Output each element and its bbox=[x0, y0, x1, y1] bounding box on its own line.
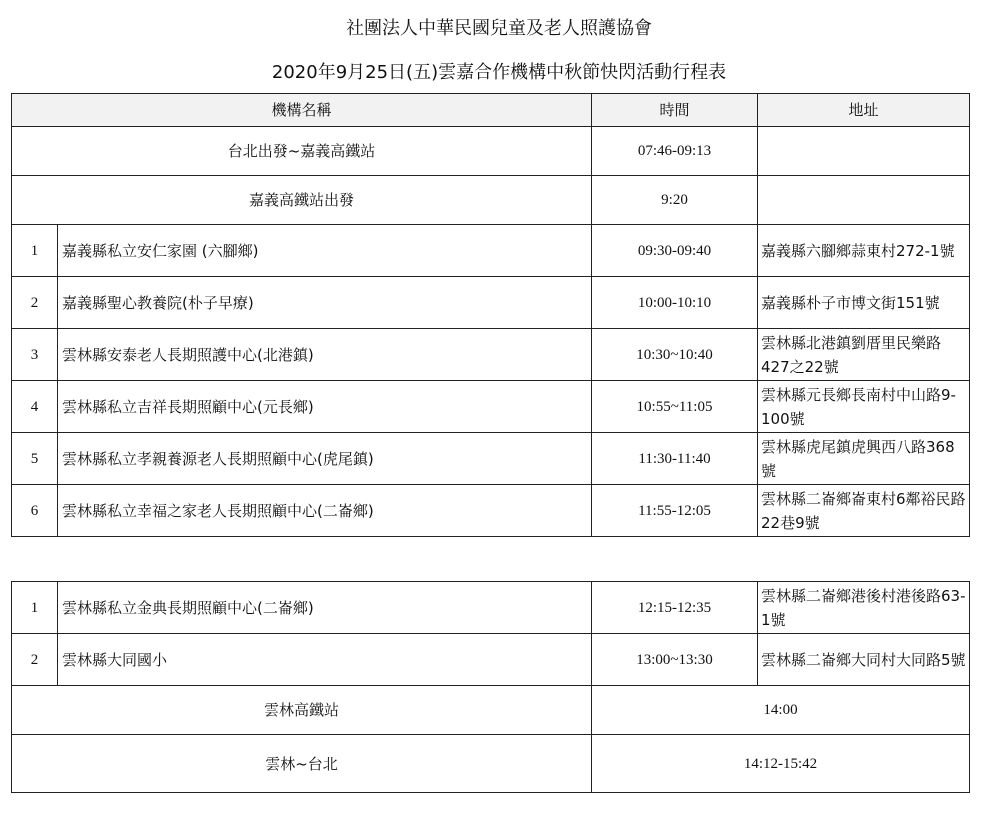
address-cell bbox=[758, 127, 970, 176]
organization-title: 社團法人中華民國兒童及老人照護協會 bbox=[346, 18, 652, 39]
table-row bbox=[12, 485, 970, 537]
table-row bbox=[12, 176, 970, 225]
header-name: 機構名稱 bbox=[12, 94, 592, 127]
row-number: 3 bbox=[12, 329, 58, 381]
header-address: 地址 bbox=[758, 94, 970, 127]
address-cell: 雲林縣元長鄉長南村中山路9-100號 bbox=[758, 381, 970, 433]
table-row bbox=[12, 735, 970, 793]
table-row bbox=[12, 686, 970, 735]
row-number: 5 bbox=[12, 433, 58, 485]
time-cell: 14:00 bbox=[592, 686, 970, 735]
address-cell bbox=[758, 176, 970, 225]
table-row bbox=[12, 381, 970, 433]
row-number: 1 bbox=[12, 582, 58, 634]
row-number: 2 bbox=[12, 634, 58, 686]
institution-name: 嘉義縣聖心教養院(朴子早療) bbox=[58, 277, 592, 329]
header-time: 時間 bbox=[592, 94, 758, 127]
institution-name: 雲林縣私立金典長期照顧中心(二崙鄉) bbox=[58, 582, 592, 634]
institution-name: 雲林縣安泰老人長期照護中心(北港鎮) bbox=[58, 329, 592, 381]
address-cell: 雲林縣二崙鄉大同村大同路5號 bbox=[758, 634, 970, 686]
time-cell: 12:15-12:35 bbox=[592, 582, 758, 634]
time-cell: 9:20 bbox=[592, 176, 758, 225]
time-cell: 11:30-11:40 bbox=[592, 433, 758, 485]
schedule-table-morning bbox=[11, 93, 970, 537]
time-cell: 13:00~13:30 bbox=[592, 634, 758, 686]
time-cell: 10:55~11:05 bbox=[592, 381, 758, 433]
institution-name: 雲林縣私立幸福之家老人長期照顧中心(二崙鄉) bbox=[58, 485, 592, 537]
address-cell: 嘉義縣朴子市博文街151號 bbox=[758, 277, 970, 329]
table-header-row bbox=[12, 94, 970, 127]
institution-name: 雲林縣大同國小 bbox=[58, 634, 592, 686]
time-cell: 10:00-10:10 bbox=[592, 277, 758, 329]
table-row bbox=[12, 329, 970, 381]
address-cell: 雲林縣北港鎮劉厝里民樂路427之22號 bbox=[758, 329, 970, 381]
table-row bbox=[12, 634, 970, 686]
institution-name: 雲林縣私立孝親養源老人長期照顧中心(虎尾鎮) bbox=[58, 433, 592, 485]
row-number: 6 bbox=[12, 485, 58, 537]
time-cell: 09:30-09:40 bbox=[592, 225, 758, 277]
route-label: 雲林~台北 bbox=[12, 735, 592, 793]
row-number: 1 bbox=[12, 225, 58, 277]
table-row bbox=[12, 433, 970, 485]
address-cell: 雲林縣二崙鄉港後村港後路63-1號 bbox=[758, 582, 970, 634]
institution-name: 嘉義縣私立安仁家園 (六腳鄉) bbox=[58, 225, 592, 277]
time-cell: 11:55-12:05 bbox=[592, 485, 758, 537]
route-label: 雲林高鐵站 bbox=[12, 686, 592, 735]
table-row bbox=[12, 277, 970, 329]
row-number: 2 bbox=[12, 277, 58, 329]
schedule-table-afternoon bbox=[11, 581, 970, 793]
table-row bbox=[12, 127, 970, 176]
route-label: 嘉義高鐵站出發 bbox=[12, 176, 592, 225]
address-cell: 嘉義縣六腳鄉蒜東村272-1號 bbox=[758, 225, 970, 277]
time-cell: 10:30~10:40 bbox=[592, 329, 758, 381]
table-row bbox=[12, 225, 970, 277]
address-cell: 雲林縣二崙鄉崙東村6鄰裕民路22巷9號 bbox=[758, 485, 970, 537]
time-cell: 07:46-09:13 bbox=[592, 127, 758, 176]
address-cell: 雲林縣虎尾鎮虎興西八路368號 bbox=[758, 433, 970, 485]
institution-name: 雲林縣私立吉祥長期照顧中心(元長鄉) bbox=[58, 381, 592, 433]
schedule-title: 2020年9月25日(五)雲嘉合作機構中秋節快閃活動行程表 bbox=[271, 62, 727, 83]
table-row bbox=[12, 582, 970, 634]
time-cell: 14:12-15:42 bbox=[592, 735, 970, 793]
route-label: 台北出發~嘉義高鐵站 bbox=[12, 127, 592, 176]
row-number: 4 bbox=[12, 381, 58, 433]
